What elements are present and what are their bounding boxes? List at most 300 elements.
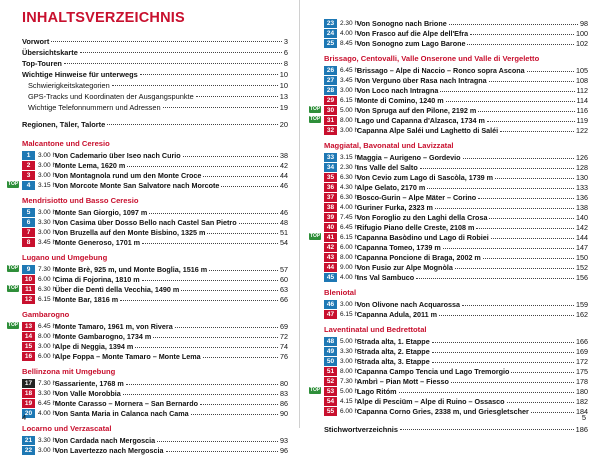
toc-entry-page: 19	[279, 103, 288, 112]
tour-name: Von Valle Morobbia	[55, 388, 121, 398]
tour-entry[interactable]	[22, 351, 288, 361]
tour-page: 96	[280, 445, 288, 455]
tour-page: 126	[576, 152, 588, 162]
tour-number: 44	[324, 263, 337, 272]
right-sections	[310, 54, 588, 416]
leader-dots	[127, 159, 278, 167]
tour-name: Alpe Gelato, 2170 m	[357, 182, 426, 192]
tour-number: 26	[324, 66, 337, 75]
tour-duration: 6.00 h	[340, 243, 359, 251]
leader-dots	[196, 89, 278, 97]
tour-name: Von Montagnola rund um den Monte Croce	[55, 170, 202, 180]
region-heading: Bleniotal	[324, 288, 357, 297]
tour-name: Von Santa Maria in Calanca nach Cama	[55, 408, 189, 418]
tour-name: Von Cardada nach Mergoscia	[55, 435, 156, 445]
tour-name: Sassariente, 1768 m	[55, 378, 124, 388]
tour-name: Maggia – Aurigeno – Gordevio	[357, 152, 461, 162]
tour-name: Monte Lema, 1620 m	[55, 160, 126, 170]
tour-number: 48	[324, 337, 337, 346]
toc-entry-label: GPS-Tracks und Koordinaten der Ausgangspunkte	[28, 92, 194, 101]
region-heading: Malcantone und Ceresio	[22, 139, 110, 148]
tour-name: Von Loco nach Intragna	[357, 85, 439, 95]
tour-duration: 8.00 h	[340, 367, 359, 375]
toc-entry-page: 3	[283, 37, 288, 46]
tour-name: Monte San Giorgio, 1097 m	[55, 207, 148, 217]
tour-name: Von Cevio zum Lago di Sascòla, 1739 m	[357, 172, 494, 182]
toc-entry-label: Wichtige Telefonnummern und Adressen	[28, 103, 161, 112]
leader-dots	[207, 226, 278, 234]
leader-dots	[140, 67, 278, 75]
leader-dots	[489, 74, 574, 82]
tour-number: 8	[22, 238, 35, 247]
tour-name: Von Frasco auf die Alpe dell'Efra	[357, 28, 469, 38]
tour-duration: 8.45 h	[340, 39, 359, 47]
toc-entry-label: Top-Touren	[22, 59, 62, 68]
tour-duration: 7.30 h	[38, 379, 57, 387]
tour-name: Cima di Fojorina, 1810 m	[55, 274, 140, 284]
tour-entry[interactable]	[22, 294, 288, 304]
leader-dots	[200, 397, 278, 405]
page-number-left: 4	[22, 413, 27, 422]
leader-dots	[440, 84, 574, 92]
tour-page: 93	[280, 435, 288, 445]
tour-duration: 6.00 h	[38, 275, 57, 283]
tour-name: Monte Generoso, 1701 m	[55, 237, 141, 247]
tour-duration: 6.45 h	[340, 223, 359, 231]
leader-dots	[476, 221, 574, 229]
tour-number: 11	[22, 285, 35, 294]
tour-page: 69	[280, 321, 288, 331]
tour-page: 48	[280, 217, 288, 227]
tour-name: Alpe Foppa – Monte Tamaro – Monte Lema	[55, 351, 201, 361]
right-page	[300, 0, 600, 434]
tour-name: Capanna Corno Gries, 2338 m, und Griesgletscher	[357, 406, 529, 416]
leader-dots	[183, 149, 278, 157]
tour-page: 150	[576, 252, 588, 262]
tour-duration: 6.15 h	[340, 233, 359, 241]
region-heading: Lugano und Umgebung	[22, 253, 108, 262]
tour-page: 172	[576, 356, 588, 366]
leader-dots	[483, 251, 574, 259]
tour-duration: 6.30 h	[38, 285, 57, 293]
toc-entry-page: 10	[279, 70, 288, 79]
tour-number: 51	[324, 367, 337, 376]
tour-page: 162	[576, 309, 588, 319]
tour-page: 142	[576, 222, 588, 232]
toc-heading: INHALTSVERZEICHNIS	[22, 10, 185, 26]
leader-dots	[142, 273, 278, 281]
leader-dots	[470, 27, 574, 35]
tour-page: 175	[576, 366, 588, 376]
tour-page: 159	[576, 299, 588, 309]
tour-name: Von Casima über Dosso Bello nach Castel San Pietro	[55, 217, 237, 227]
leader-dots	[120, 293, 278, 301]
tour-entry[interactable]	[8, 180, 288, 190]
leader-dots	[153, 330, 278, 338]
leader-dots	[462, 298, 574, 306]
tour-number: 13	[22, 322, 35, 331]
tour-name: Lago und Capanna d'Alzasca, 1734 m	[357, 115, 485, 125]
tour-name: Lago Ritóm	[357, 386, 397, 396]
toc-entry-label: Vorwort	[22, 37, 50, 46]
toc-entry-page: 6	[283, 48, 288, 57]
tour-page: 63	[280, 284, 288, 294]
tour-name: Von Foroglio zu den Laghi della Crosa	[357, 212, 488, 222]
tour-page: 72	[280, 331, 288, 341]
leader-dots	[491, 231, 574, 239]
tour-page: 90	[280, 408, 288, 418]
tour-duration: 3.30 h	[38, 389, 57, 397]
tour-number: 53	[324, 387, 337, 396]
tour-name: Brissago – Alpe di Naccio – Ronco sopra Ascona	[357, 65, 525, 75]
tour-page: 112	[576, 85, 588, 95]
toc-entry-page: 10	[279, 81, 288, 90]
tour-number: 54	[324, 397, 337, 406]
tour-number: 6	[22, 218, 35, 227]
tour-page: 46	[280, 180, 288, 190]
tour-page: 86	[280, 398, 288, 408]
tour-entry[interactable]	[324, 406, 588, 416]
tour-duration: 3.00 h	[38, 228, 57, 236]
tour-duration: 3.00 h	[38, 446, 57, 454]
tour-number: 10	[22, 275, 35, 284]
tour-page: 128	[576, 162, 588, 172]
tour-duration: 3.00 h	[38, 208, 57, 216]
tour-page: 116	[576, 105, 588, 115]
leader-dots	[427, 181, 574, 189]
tour-number: 17	[22, 379, 35, 388]
tour-duration: 2.30 h	[340, 19, 359, 27]
leader-dots	[478, 104, 574, 112]
tour-duration: 6.45 h	[340, 66, 359, 74]
leader-dots	[435, 201, 574, 209]
toc-entry[interactable]	[22, 102, 288, 113]
tour-number: 30	[324, 106, 337, 115]
tour-number: 46	[324, 300, 337, 309]
tour-duration: 3.00 h	[38, 342, 57, 350]
tour-name: Strada alta, 3. Etappe	[357, 356, 430, 366]
tour-duration: 3.00 h	[340, 300, 359, 308]
tour-duration: 6.45 h	[38, 399, 57, 407]
leader-dots	[511, 365, 574, 373]
tour-page: 180	[576, 386, 588, 396]
tour-number: 35	[324, 173, 337, 182]
tour-number: 42	[324, 243, 337, 252]
leader-dots	[126, 377, 278, 385]
tour-page: 136	[576, 192, 588, 202]
tour-number: 24	[324, 29, 337, 38]
tour-page: 144	[576, 232, 588, 242]
leader-dots	[181, 283, 278, 291]
tour-page: 119	[576, 115, 588, 125]
tour-page: 51	[280, 227, 288, 237]
tour-entry[interactable]	[22, 408, 288, 418]
tour-page: 98	[580, 18, 588, 28]
leader-dots	[80, 45, 282, 53]
tour-page: 74	[280, 341, 288, 351]
tour-duration: 5.00 h	[340, 106, 359, 114]
tour-number: 7	[22, 228, 35, 237]
leader-dots	[191, 407, 278, 415]
tour-page: 166	[576, 336, 588, 346]
tour-number: 50	[324, 357, 337, 366]
tour-number: 21	[22, 436, 35, 445]
toc-entry-label: Wichtige Hinweise für unterwegs	[22, 70, 138, 79]
page-number-right: 5	[581, 413, 586, 422]
leader-dots	[51, 34, 282, 42]
index-entry-label: Stichwortverzeichnis	[324, 425, 398, 434]
leader-dots	[175, 320, 278, 328]
tour-page: 80	[280, 378, 288, 388]
region-heading: Maggiatal, Bavonatal und Lavizzatal	[324, 141, 454, 150]
tour-duration: 3.00 h	[340, 357, 359, 365]
front-matter-list	[22, 36, 288, 113]
tour-number: 34	[324, 163, 337, 172]
tour-number: 37	[324, 193, 337, 202]
leader-dots	[443, 241, 574, 249]
leader-dots	[209, 263, 278, 271]
tour-page: 114	[576, 95, 588, 105]
tour-number: 36	[324, 183, 337, 192]
tour-page: 38	[280, 150, 288, 160]
tour-name: Strada alta, 2. Etappe	[357, 346, 430, 356]
tour-number: 40	[324, 223, 337, 232]
tour-duration: 6.45 h	[38, 322, 57, 330]
top-tour-badge: TOP	[8, 265, 19, 271]
top-tour-badge: TOP	[8, 285, 19, 291]
tour-duration: 6.15 h	[340, 310, 359, 318]
left-sections	[8, 139, 288, 455]
leader-dots	[487, 114, 575, 122]
top-tour-badge: TOP	[8, 322, 19, 328]
tour-duration: 6.00 h	[38, 352, 57, 360]
tour-name: Capanna Adula, 2011 m	[357, 309, 438, 319]
tour-duration: 3.30 h	[340, 347, 359, 355]
tour-page: 42	[280, 160, 288, 170]
tour-number: 38	[324, 203, 337, 212]
tour-name: Von Lavertezzo nach Mergoscia	[55, 445, 164, 455]
tour-duration: 3.15 h	[38, 181, 57, 189]
top-tour-badge: TOP	[310, 387, 321, 393]
tour-number: 45	[324, 273, 337, 282]
tour-page: 133	[576, 182, 588, 192]
tour-duration: 6.15 h	[38, 295, 57, 303]
leader-dots	[439, 308, 574, 316]
tour-name: Von Morcote Monte San Salvatore nach Morcote	[55, 180, 220, 190]
tour-number: 3	[22, 171, 35, 180]
tour-name: Capanna Campo Tencia und Lago Tremorgio	[357, 366, 510, 376]
tour-duration: 3.00 h	[38, 151, 57, 159]
tour-duration: 7.45 h	[340, 213, 359, 221]
tour-number: 25	[324, 39, 337, 48]
tour-duration: 5.00 h	[340, 337, 359, 345]
tour-number: 28	[324, 86, 337, 95]
leader-dots	[500, 124, 574, 132]
leader-dots	[432, 335, 574, 343]
tour-duration: 3.00 h	[38, 161, 57, 169]
tour-page: 105	[576, 65, 588, 75]
leader-dots	[531, 405, 574, 413]
tour-duration: 6.00 h	[340, 407, 359, 415]
tour-name: Capanna Poncione di Braga, 2002 m	[357, 252, 481, 262]
tour-duration: 3.00 h	[38, 171, 57, 179]
region-heading: Locarno und Verzascatal	[22, 424, 112, 433]
tour-name: Von Olivone nach Acquarossa	[357, 299, 461, 309]
tour-page: 66	[280, 294, 288, 304]
tour-number: 5	[22, 208, 35, 217]
tour-name: Capanna Basòdino und Lago di Robiei	[357, 232, 489, 242]
tour-duration: 6.15 h	[340, 96, 359, 104]
tour-page: 108	[576, 75, 588, 85]
tour-name: Von Cademario über Iseo nach Curio	[55, 150, 181, 160]
tour-name: Ins Valle del Salto	[357, 162, 418, 172]
toc-entry-page: 8	[283, 59, 288, 68]
index-entry-page: 186	[575, 425, 588, 434]
tour-page: 83	[280, 388, 288, 398]
leader-dots	[420, 161, 574, 169]
tour-duration: 8.00 h	[340, 253, 359, 261]
tour-duration: 3.15 h	[340, 153, 359, 161]
leader-dots	[400, 422, 574, 430]
tour-name: Von Sonogno zum Lago Barone	[357, 38, 466, 48]
tour-number: 1	[22, 151, 35, 160]
tour-number: 43	[324, 253, 337, 262]
leader-dots	[432, 355, 574, 363]
tour-entry[interactable]	[324, 38, 588, 48]
tour-number: 39	[324, 213, 337, 222]
tour-name: Alpe di Pesciüm – Alpe di Ruino – Ossasco	[357, 396, 505, 406]
tour-name: Capanna Tomeo, 1739 m	[357, 242, 441, 252]
tour-number: 29	[324, 96, 337, 105]
tour-entry[interactable]	[324, 125, 588, 135]
leader-dots	[166, 444, 278, 452]
tour-duration: 3.00 h	[340, 126, 359, 134]
tour-page: 76	[280, 351, 288, 361]
tour-duration: 2.30 h	[340, 163, 359, 171]
leader-dots	[449, 17, 578, 25]
leader-dots	[149, 206, 278, 214]
tour-duration: 5.00 h	[340, 387, 359, 395]
tour-page: 130	[576, 172, 588, 182]
tour-duration: 8.00 h	[38, 332, 57, 340]
tour-page: 184	[576, 406, 588, 416]
leader-dots	[157, 434, 278, 442]
index-entry[interactable]	[324, 424, 588, 435]
tour-page: 178	[576, 376, 588, 386]
tour-duration: 4.00 h	[340, 273, 359, 281]
top-tour-badge: TOP	[310, 106, 321, 112]
tour-entry[interactable]	[22, 237, 288, 247]
leader-dots	[416, 271, 574, 279]
tour-name: Bosco-Gurin – Alpe Mäter – Corino	[357, 192, 477, 202]
top-tour-badge: TOP	[8, 181, 19, 187]
tour-name: Von Fusio zur Alpe Mognòla	[357, 262, 453, 272]
tour-page: 100	[576, 28, 588, 38]
tour-name: Monte Gambarogno, 1734 m	[55, 331, 152, 341]
tour-number: 16	[22, 352, 35, 361]
tour-page: 54	[280, 237, 288, 247]
tour-number: 33	[324, 153, 337, 162]
toc-entry-label: Übersichtskarte	[22, 48, 78, 57]
tour-page: 156	[576, 272, 588, 282]
tour-name: Von Bruzella auf den Monte Bisbino, 1325 m	[55, 227, 206, 237]
tour-page: 102	[576, 38, 588, 48]
leader-dots	[203, 169, 278, 177]
tour-name: Ambrì – Pian Mott – Fiesso	[357, 376, 449, 386]
tour-page: 57	[280, 264, 288, 274]
leader-dots	[107, 117, 278, 125]
tour-name: Monte di Comino, 1240 m	[357, 95, 444, 105]
tour-number: 2	[22, 161, 35, 170]
tour-page: 60	[280, 274, 288, 284]
leader-dots	[478, 191, 574, 199]
leader-dots	[495, 171, 574, 179]
leader-dots	[123, 387, 278, 395]
tour-duration: 4.00 h	[340, 29, 359, 37]
tour-duration: 7.30 h	[38, 265, 57, 273]
leader-dots	[239, 216, 278, 224]
tour-number: 23	[324, 19, 337, 28]
tour-duration: 4.30 h	[340, 183, 359, 191]
tour-number: 27	[324, 76, 337, 85]
tour-entry[interactable]	[324, 272, 588, 282]
leader-dots	[507, 395, 574, 403]
tour-name: Von Spruga auf den Pilone, 2192 m	[357, 105, 477, 115]
leader-dots	[112, 78, 278, 86]
regions-entry-label: Regionen, Täler, Talorte	[22, 120, 106, 129]
top-tour-badge: TOP	[310, 233, 321, 239]
tour-page: 44	[280, 170, 288, 180]
tour-name: Rifugio Piano delle Creste, 2108 m	[357, 222, 475, 232]
region-heading: Brissago, Centovalli, Valle Onserone und Valle di Vergeletto	[324, 54, 540, 63]
tour-number: 12	[22, 295, 35, 304]
tour-page: 147	[576, 242, 588, 252]
tour-name: Monte Carasso – Mornera – San Bernardo	[55, 398, 198, 408]
leader-dots	[467, 37, 574, 45]
tour-duration: 4.15 h	[340, 397, 359, 405]
region-heading: Mendrisiotto und Basso Ceresio	[22, 196, 139, 205]
tour-number: 4	[22, 181, 35, 190]
tour-name: Strada alta, 1. Etappe	[357, 336, 430, 346]
tour-duration: 3.30 h	[38, 436, 57, 444]
tour-page: 138	[576, 202, 588, 212]
tour-page: 122	[576, 125, 588, 135]
tour-page: 46	[280, 207, 288, 217]
toc-entry-page: 13	[279, 92, 288, 101]
leader-dots	[527, 64, 574, 72]
tour-duration: 7.30 h	[340, 377, 359, 385]
leader-dots	[451, 375, 574, 383]
tour-number: 55	[324, 407, 337, 416]
leader-dots	[446, 94, 575, 102]
tour-duration: 3.30 h	[38, 218, 57, 226]
tour-duration: 6.30 h	[340, 173, 359, 181]
tour-entry[interactable]	[324, 309, 588, 319]
continued-tours	[324, 18, 588, 48]
tour-duration: 8.00 h	[340, 116, 359, 124]
tour-name: Capanna Alpe Saléi und Laghetto di Saléi	[357, 125, 499, 135]
tour-number: 32	[324, 126, 337, 135]
regions-entry-page: 20	[279, 120, 288, 129]
tour-name: Monte Tamaro, 1961 m, von Rivera	[55, 321, 173, 331]
regions-entry[interactable]	[22, 119, 288, 130]
tour-name: Monte Bar, 1816 m	[55, 294, 119, 304]
region-heading: Bellinzona mit Umgebung	[22, 367, 116, 376]
tour-number: 9	[22, 265, 35, 274]
leader-dots	[463, 151, 574, 159]
tour-duration: 4.00 h	[38, 409, 57, 417]
tour-entry[interactable]	[22, 445, 288, 455]
